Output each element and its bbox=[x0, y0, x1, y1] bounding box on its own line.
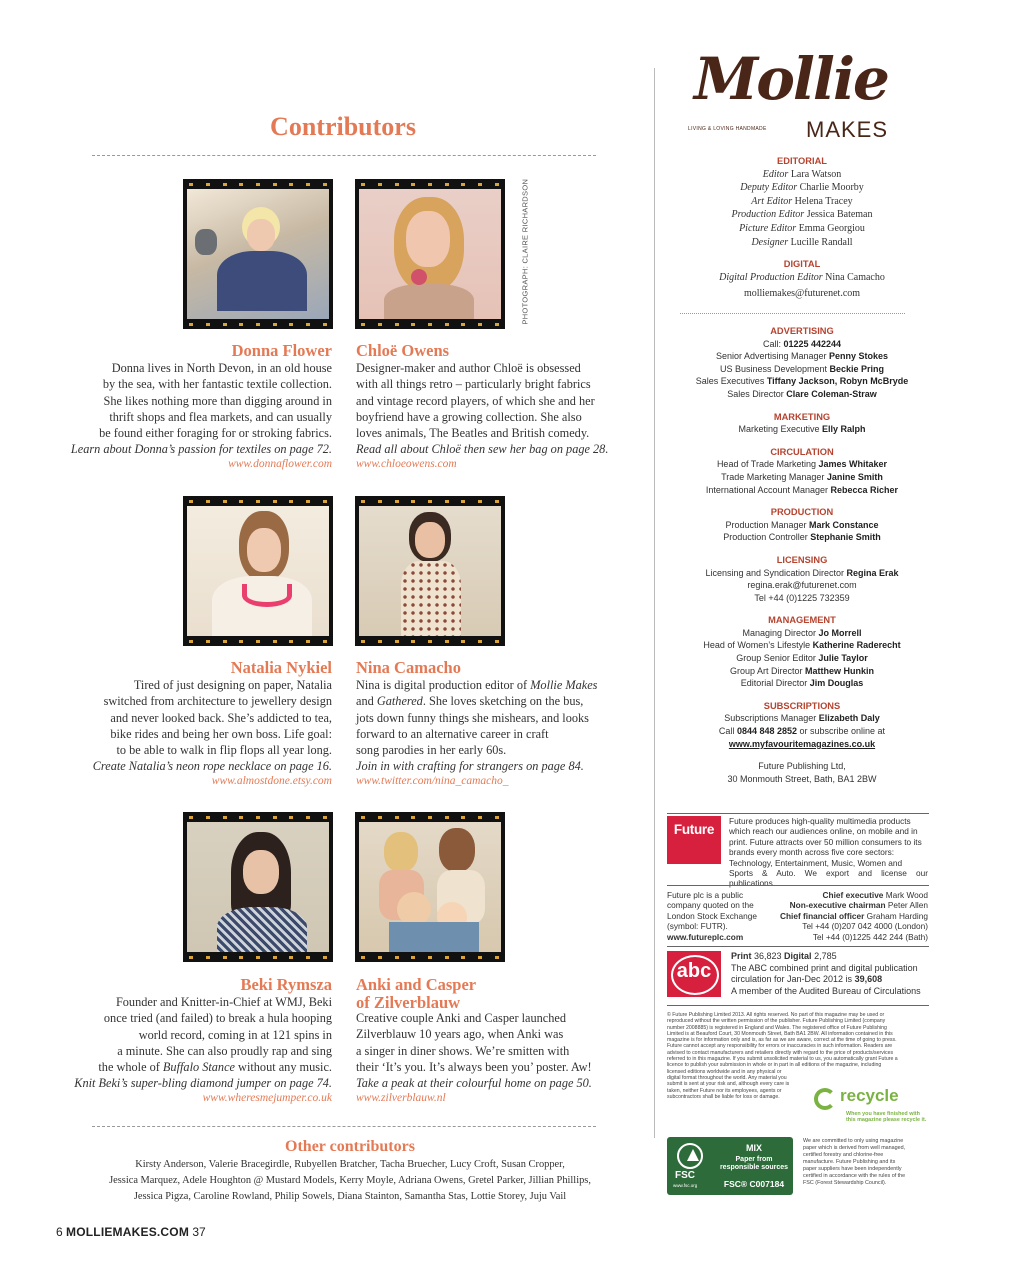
sprocket-hole bbox=[428, 183, 432, 186]
sprocket-hole bbox=[323, 816, 327, 819]
sprocket-hole bbox=[206, 500, 210, 503]
sprocket-hole bbox=[461, 500, 465, 503]
film-strip bbox=[355, 497, 505, 505]
sprocket-hole bbox=[445, 816, 449, 819]
sprocket-hole bbox=[445, 640, 449, 643]
sprocket-hole bbox=[239, 323, 243, 326]
sprocket-hole bbox=[273, 183, 277, 186]
sprocket-hole bbox=[495, 500, 499, 503]
sprocket-hole bbox=[361, 640, 365, 643]
sprocket-hole bbox=[289, 816, 293, 819]
sprocket-hole bbox=[273, 816, 277, 819]
sprocket-hole bbox=[189, 640, 193, 643]
sprocket-hole bbox=[289, 500, 293, 503]
photo-nina-camacho bbox=[355, 496, 505, 646]
sprocket-hole bbox=[323, 183, 327, 186]
film-strip bbox=[355, 813, 505, 821]
contributor-url[interactable]: www.donnaflower.com bbox=[228, 458, 332, 470]
sprocket-hole bbox=[189, 500, 193, 503]
contributor-bio: Nina is digital production editor of Mollie Makes and Gathered. She loves sketching on the bus, jots down funny things she mishears, and looks forward to an alternative career in craft song parodies in her early 60s. Join in with crafting for strangers on page 84. bbox=[356, 678, 598, 774]
sprocket-hole bbox=[223, 323, 227, 326]
sprocket-hole bbox=[239, 183, 243, 186]
page-footer bbox=[56, 1225, 206, 1239]
sprocket-hole bbox=[323, 323, 327, 326]
sprocket-hole bbox=[478, 500, 482, 503]
sprocket-hole bbox=[239, 816, 243, 819]
sprocket-hole bbox=[461, 183, 465, 186]
contributor-name: Donna Flower bbox=[231, 341, 332, 360]
sprocket-hole bbox=[206, 640, 210, 643]
sprocket-hole bbox=[495, 816, 499, 819]
sprocket-hole bbox=[223, 640, 227, 643]
sprocket-hole bbox=[461, 816, 465, 819]
sprocket-hole bbox=[273, 323, 277, 326]
future-plc-url[interactable]: www.futureplc.com bbox=[667, 931, 744, 942]
sprocket-hole bbox=[289, 183, 293, 186]
sprocket-hole bbox=[411, 956, 415, 959]
future-blurb: Future produces high-quality multimedia products which reach our audiences online, on mobile and in print. Future attracts over 50 million consumers to its brands every month across five core sectors: Technology, Entertainment, Music, Women and Sports & Auto. We export and license our publications. bbox=[729, 816, 928, 889]
contributor-bio: Designer-maker and author Chloë is obsessed with all things retro – particularly bright fabrics and vintage record players, of which she and her boyfriend have a growing collection. She also loves animals, The Beatles and British comedy. Read all about Chloë then sew her bag on page 28. bbox=[356, 361, 609, 457]
film-strip bbox=[183, 953, 333, 961]
sprocket-hole bbox=[306, 500, 310, 503]
sprocket-hole bbox=[289, 323, 293, 326]
sprocket-hole bbox=[495, 183, 499, 186]
other-contributors-heading: Other contributors bbox=[285, 1138, 415, 1155]
sprocket-hole bbox=[206, 323, 210, 326]
contributor-url[interactable]: www.twitter.com/nina_camacho_ bbox=[356, 775, 509, 787]
film-strip bbox=[355, 637, 505, 645]
sprocket-hole bbox=[445, 323, 449, 326]
sprocket-hole bbox=[445, 956, 449, 959]
sprocket-hole bbox=[378, 640, 382, 643]
sprocket-hole bbox=[289, 640, 293, 643]
film-strip bbox=[355, 180, 505, 188]
mollie-makes-logo: Mollie MAKES LIVING & LOVING HANDMADE bbox=[688, 45, 889, 142]
sprocket-hole bbox=[378, 816, 382, 819]
advertising-section: ADVERTISING Call: 01225 442244 Senior Advertising Manager Penny Stokes US Business Development Beckie Pring Sales Executives Tiffany Jackson, Robyn McBryde Sales Director Clare Coleman-Straw MARKETING Marketing Executive Elly Ralph CIRCULATION Head of Trade Marketing James Whitaker Trade Marketing Manager Janine Smith International Account Manager Rebecca Richer PRODUCTION Production Manager Mark Constance Production Controller Stephanie Smith LICENSING Licensing and Syndication Director Regina Erak regina.erak@futurenet.com Tel +44 (0)1225 732359 MANAGEMENT Managing Director Jo Morrell Head of Women’s Lifestyle Katherine Raderecht Group Senior Editor Julie Taylor Group Art Director Matthew Hunkin Editorial Director Jim Douglas SUBSCRIPTIONS Subscriptions Manager Elizabeth Daly Call 0844 848 2852 or subscribe online at www.myfavouritemagazines.co.uk Future Publishing Ltd, 30 Monmouth Street, Bath, BA1 2BW bbox=[667, 325, 937, 785]
other-divider bbox=[92, 1126, 596, 1127]
recycle-icon bbox=[814, 1088, 836, 1110]
film-strip bbox=[355, 320, 505, 328]
sprocket-hole bbox=[411, 816, 415, 819]
sprocket-hole bbox=[395, 640, 399, 643]
sprocket-hole bbox=[411, 323, 415, 326]
sprocket-hole bbox=[273, 956, 277, 959]
editorial-email[interactable]: molliemakes@futurenet.com bbox=[743, 288, 861, 300]
sprocket-hole bbox=[395, 500, 399, 503]
sprocket-hole bbox=[256, 956, 260, 959]
sprocket-hole bbox=[323, 956, 327, 959]
sprocket-hole bbox=[411, 640, 415, 643]
subscriptions-url[interactable]: www.myfavouritemagazines.co.uk bbox=[728, 738, 876, 749]
sprocket-hole bbox=[411, 183, 415, 186]
sprocket-hole bbox=[361, 183, 365, 186]
sprocket-hole bbox=[361, 500, 365, 503]
sprocket-hole bbox=[378, 323, 382, 326]
future-logo: Future bbox=[667, 816, 721, 864]
page-number-right: 37 bbox=[192, 1225, 206, 1239]
sprocket-hole bbox=[361, 323, 365, 326]
editorial-divider bbox=[680, 313, 905, 314]
sprocket-hole bbox=[428, 640, 432, 643]
sprocket-hole bbox=[361, 956, 365, 959]
photo-chloe-owens bbox=[355, 179, 505, 329]
contributor-url[interactable]: www.chloeowens.com bbox=[356, 458, 457, 470]
sprocket-hole bbox=[495, 640, 499, 643]
contributor-bio: Donna lives in North Devon, in an old house by the sea, with her fantastic textile collection. She likes nothing more than digging around in thrift shops and flea markets, and can usually be found either foraging for or stroking fabrics. Learn about Donna’s passion for textiles on page 72. bbox=[70, 361, 332, 457]
future-mid-rule bbox=[667, 885, 929, 886]
sprocket-hole bbox=[256, 816, 260, 819]
film-strip bbox=[183, 813, 333, 821]
abc-logo: abc bbox=[667, 951, 721, 997]
future-top-rule bbox=[667, 813, 929, 814]
abc-top-rule bbox=[667, 946, 929, 947]
sprocket-hole bbox=[306, 956, 310, 959]
other-contributors-list: Kirsty Anderson, Valerie Bracegirdle, Rubyellen Bratcher, Tacha Bruecher, Lucy Croft, Susan Cropper, Jessica Marquez, Adele Houghton @ Mustard Models, Kerry Moyle, Adriana Owens, Gretel Parker, Jillian Phillips, Jessica Pigza, Caroline Rowland, Philip Sowels, Diana Stainton, Samantha Stas, Lottie Storey, Juju Vail bbox=[109, 1159, 591, 1202]
sprocket-hole bbox=[445, 500, 449, 503]
contributor-bio: Creative couple Anki and Casper launched Zilverblauw 10 years ago, when Anki was a singer in diner shows. We’re smitten with their ‘It’s you. It’s always been you’ poster. Aw! Take a peak at their colourful home on page 50. bbox=[356, 1011, 592, 1091]
contributor-bio: Founder and Knitter-in-Chief at WMJ, Beki once tried (and failed) to break a hula hooping world record, coming in at 121 spins in a minute. She can also proudly rap and sing the whole of Buffalo Stance without any music. Knit Beki’s super-bling diamond jumper on page 74. bbox=[74, 995, 332, 1091]
fsc-logo: FSC www.fsc.org MIX Paper from responsible sources FSC® C007184 bbox=[667, 1137, 793, 1195]
sprocket-hole bbox=[223, 183, 227, 186]
sprocket-hole bbox=[223, 956, 227, 959]
sprocket-hole bbox=[189, 183, 193, 186]
photo-beki-rymsza bbox=[183, 812, 333, 962]
contributor-bio: Tired of just designing on paper, Natalia switched from architecture to jewellery design and never looked back. She’s addicted to tea, bike rides and being her own boss. Life goal: to be able to walk in flip flops all year long. Create Natalia’s neon rope necklace on page 16. bbox=[92, 678, 332, 774]
contributor-name: Chloë Owens bbox=[356, 341, 450, 360]
sprocket-hole bbox=[428, 500, 432, 503]
photo-credit: PHOTOGRAPH: CLAIRE RICHARDSON bbox=[520, 178, 530, 325]
sprocket-hole bbox=[361, 816, 365, 819]
photo-anki-and-casper bbox=[355, 812, 505, 962]
sprocket-hole bbox=[306, 640, 310, 643]
sprocket-hole bbox=[256, 640, 260, 643]
sprocket-hole bbox=[189, 323, 193, 326]
editorial-section: EDITORIAL Editor Lara Watson Deputy Editor Charlie Moorby Art Editor Helena Tracey Production Editor Jessica Bateman Picture Editor Emma Georgiou Designer Lucille Randall DIGITAL Digital Production Editor Nina Camacho molliemakes@futurenet.com bbox=[667, 155, 937, 301]
sprocket-hole bbox=[478, 816, 482, 819]
footer-site: MOLLIEMAKES.COM bbox=[66, 1225, 190, 1239]
future-plc: Future plc is a public company quoted on the London Stock Exchange (symbol: FUTR). www.futureplc.com bbox=[667, 890, 757, 942]
sprocket-hole bbox=[478, 183, 482, 186]
fsc-text: We are committed to only using magazine paper which is derived from well managed, certified forestry and chlorine-free manufacture. Future Publishing and its paper suppliers have been independently certified in accordance with the rules of the FSC (Forest Stewardship Council). bbox=[803, 1138, 906, 1186]
sprocket-hole bbox=[478, 640, 482, 643]
contributor-url[interactable]: www.zilverblauw.nl bbox=[356, 1092, 446, 1104]
sprocket-hole bbox=[323, 640, 327, 643]
photo-donna-flower bbox=[183, 179, 333, 329]
sprocket-hole bbox=[256, 500, 260, 503]
film-strip bbox=[183, 497, 333, 505]
sprocket-hole bbox=[189, 816, 193, 819]
sprocket-hole bbox=[206, 956, 210, 959]
page-number-left: 6 bbox=[56, 1225, 63, 1239]
sprocket-hole bbox=[189, 956, 193, 959]
title-divider bbox=[92, 155, 596, 156]
film-strip bbox=[355, 953, 505, 961]
film-strip bbox=[183, 180, 333, 188]
sprocket-hole bbox=[306, 323, 310, 326]
sprocket-hole bbox=[495, 956, 499, 959]
sprocket-hole bbox=[289, 956, 293, 959]
sprocket-hole bbox=[206, 816, 210, 819]
sprocket-hole bbox=[478, 323, 482, 326]
contributor-url[interactable]: www.wheresmejumper.co.uk bbox=[202, 1092, 332, 1104]
recycle-logo: recycle When you have finished with this magazine please recycle it. bbox=[814, 1086, 930, 1128]
sprocket-hole bbox=[495, 323, 499, 326]
sprocket-hole bbox=[378, 956, 382, 959]
photo-natalia-nykiel bbox=[183, 496, 333, 646]
abc-text: Print 36,823 Digital 2,785 The ABC combined print and digital publication circulation for Jan-Dec 2012 is 39,608 A member of the Audited Bureau of Circulations bbox=[731, 951, 921, 996]
contributor-name: Anki and Casper of Zilverblauw bbox=[356, 975, 477, 1012]
sprocket-hole bbox=[206, 183, 210, 186]
sprocket-hole bbox=[461, 956, 465, 959]
sprocket-hole bbox=[323, 500, 327, 503]
sprocket-hole bbox=[239, 500, 243, 503]
sprocket-hole bbox=[395, 956, 399, 959]
film-strip bbox=[183, 320, 333, 328]
sprocket-hole bbox=[378, 183, 382, 186]
sprocket-hole bbox=[239, 956, 243, 959]
column-divider bbox=[654, 68, 655, 1138]
sprocket-hole bbox=[461, 323, 465, 326]
page-title: Contributors bbox=[270, 112, 416, 141]
sprocket-hole bbox=[378, 500, 382, 503]
contributor-url[interactable]: www.almostdone.etsy.com bbox=[211, 775, 332, 787]
sprocket-hole bbox=[411, 500, 415, 503]
sprocket-hole bbox=[306, 183, 310, 186]
sprocket-hole bbox=[395, 183, 399, 186]
contributor-name: Natalia Nykiel bbox=[230, 658, 332, 677]
copyright-notice: © Future Publishing Limited 2013. All rights reserved. No part of this magazine may be used or reproduced without the written permission of the publisher. Future Publishing Limited (company number 2008885) is registered in England and Wales. The registered office of Future Publishing Limited is at Beauford Court, 30 Monmouth Street, Bath BA1 2BW. All information contained in this magazine is for information only and is, as far as we are aware, correct at the time of going to press. Future cannot accept any responsibility for errors or inaccuracies in such information. Readers are advised to contact manufacturers and retailers directly with regard to the price of products/services referred to in this magazine. If you submit unsolicited material to us, you automatically grant Future a licence to publish your submission in whole or in part in all editions of the magazine, including licensed editions worldwide and in any physical or digital format throughout the world. Any material you submit is sent at your risk and, although every care is taken, neither Future nor its employees, agents or subcontractors shall be liable for loss or damage. bbox=[667, 1012, 898, 1100]
film-strip bbox=[183, 637, 333, 645]
sprocket-hole bbox=[239, 640, 243, 643]
contributor-name: Nina Camacho bbox=[356, 658, 461, 677]
sprocket-hole bbox=[428, 956, 432, 959]
sprocket-hole bbox=[428, 323, 432, 326]
sprocket-hole bbox=[395, 323, 399, 326]
future-officers: Chief executive Mark Wood Non-executive chairman Peter Allen Chief financial officer Graham Harding Tel +44 (0)207 042 4000 (London) Tel +44 (0)1225 442 244 (Bath) bbox=[779, 890, 928, 942]
sprocket-hole bbox=[445, 183, 449, 186]
copyright-top-rule bbox=[667, 1005, 929, 1006]
sprocket-hole bbox=[223, 500, 227, 503]
sprocket-hole bbox=[256, 183, 260, 186]
contributor-name: Beki Rymsza bbox=[240, 975, 332, 994]
sprocket-hole bbox=[273, 640, 277, 643]
sprocket-hole bbox=[256, 323, 260, 326]
sprocket-hole bbox=[428, 816, 432, 819]
sprocket-hole bbox=[478, 956, 482, 959]
sprocket-hole bbox=[306, 816, 310, 819]
sprocket-hole bbox=[223, 816, 227, 819]
sprocket-hole bbox=[461, 640, 465, 643]
licensing-email[interactable]: regina.erak@futurenet.com bbox=[747, 580, 857, 591]
sprocket-hole bbox=[395, 816, 399, 819]
sprocket-hole bbox=[273, 500, 277, 503]
